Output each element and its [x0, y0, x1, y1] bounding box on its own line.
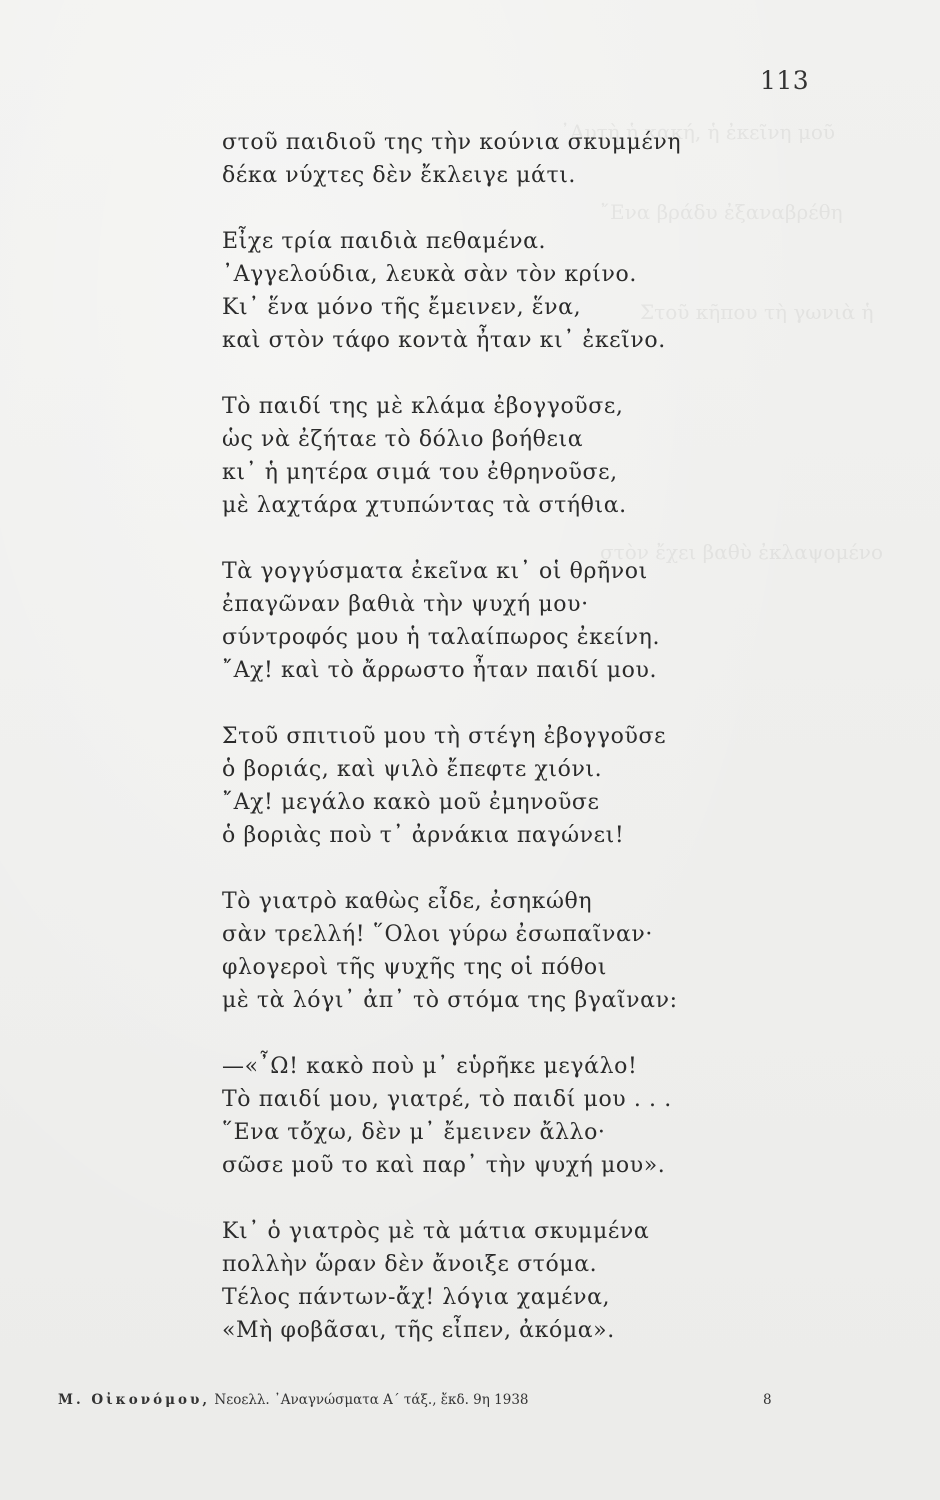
- poem-line: ῎Αχ! καὶ τὸ ἄρρωστο ἦταν παιδί μου.: [222, 658, 658, 683]
- poem-line: Εἶχε τρία παιδιὰ πεθαμένα.: [222, 229, 547, 254]
- footer-book-title: Νεοελλ. ᾿Αναγνώσματα Α´ τάξ., ἔκδ. 9η 1938: [214, 1392, 529, 1408]
- poem-line: ὡς νὰ ἐζήταε τὸ δόλιο βοήθεια: [222, 427, 584, 452]
- page-footer: [58, 1392, 778, 1408]
- poem-line: Κι᾿ ἕνα μόνο τῆς ἔμεινεν, ἕνα,: [222, 295, 582, 320]
- stanza: [222, 126, 742, 192]
- poem-line: «Μὴ φοβᾶσαι, τῆς εἶπεν, ἀκόμα».: [222, 1318, 615, 1343]
- poem-line: Τέλος πάντων-ἄχ! λόγια χαμένα,: [222, 1285, 611, 1310]
- footer-sheet-number: 8: [763, 1392, 772, 1408]
- show-through-text: ῎Ενα βράδυ ἐξαναβρέθη: [600, 200, 843, 224]
- stanza: [222, 885, 742, 1017]
- stanza: [222, 225, 742, 357]
- show-through-text: ᾿Αυτὴ ἡ κακή, ἡ ἐκεῖνη μοῦ: [560, 120, 836, 144]
- show-through-text: στὸν ἔχει βαθὺ ἐκλαψομένο: [600, 540, 884, 564]
- poem-line: Τὰ γογγύσματα ἐκεῖνα κι᾿ οἱ θρῆνοι: [222, 559, 648, 584]
- poem-line: φλογεροὶ τῆς ψυχῆς της οἱ πόθοι: [222, 955, 608, 980]
- poem-line: ῞Ενα τὄχω, δὲν μ᾿ ἔμεινεν ἄλλο·: [222, 1120, 606, 1145]
- poem-line: —«῏Ω! κακὸ ποὺ μ᾿ εὑρῆκε μεγάλο!: [222, 1054, 638, 1079]
- poem-line: μὲ τὰ λόγι᾿ ἀπ᾿ τὸ στόμα της βγαῖναν:: [222, 988, 678, 1013]
- poem-line: ὁ βοριάς, καὶ ψιλὸ ἔπεφτε χιόνι.: [222, 757, 603, 782]
- poem-line: μὲ λαχτάρα χτυπώντας τὰ στήθια.: [222, 493, 627, 518]
- stanza: [222, 1215, 742, 1347]
- poem-line: ὁ βοριὰς ποὺ τ᾿ ἀρνάκια παγώνει!: [222, 823, 625, 848]
- poem-line: Στοῦ σπιτιοῦ μου τὴ στέγη ἐβογγοῦσε: [222, 724, 667, 749]
- poem-line: πολλὴν ὥραν δὲν ἄνοιξε στόμα.: [222, 1252, 598, 1277]
- page-number: 113: [760, 66, 810, 95]
- poem-line: σῶσε μοῦ το καὶ παρ᾿ τὴν ψυχή μου».: [222, 1153, 666, 1178]
- poem-line: Τὸ παιδί μου, γιατρέ, τὸ παιδί μου . . .: [222, 1087, 672, 1112]
- stanza: [222, 720, 742, 852]
- poem-line: στοῦ παιδιοῦ της τὴν κούνια σκυμμένη: [222, 130, 682, 155]
- poem-line: καὶ στὸν τάφο κοντὰ ἦταν κι᾿ ἐκεῖνο.: [222, 328, 666, 353]
- poem-line: ᾿Αγγελούδια, λευκὰ σὰν τὸν κρίνο.: [222, 262, 637, 287]
- poem-line: ἐπαγῶναν βαθιὰ τὴν ψυχή μου·: [222, 592, 589, 617]
- poem: [222, 126, 742, 1380]
- poem-line: δέκα νύχτες δὲν ἔκλειγε μάτι.: [222, 163, 577, 188]
- poem-line: Τὸ παιδί της μὲ κλάμα ἐβογγοῦσε,: [222, 394, 624, 419]
- poem-line: σύντροφός μου ἡ ταλαίπωρος ἐκείνη.: [222, 625, 661, 650]
- poem-line: κι᾿ ἡ μητέρα σιμά του ἐθρηνοῦσε,: [222, 460, 618, 485]
- poem-line: ῎Αχ! μεγάλο κακὸ μοῦ ἐμηνοῦσε: [222, 790, 600, 815]
- poem-line: σὰν τρελλή! ῞Ολοι γύρω ἐσωπαῖναν·: [222, 922, 653, 947]
- footer-author: Μ. Οἰκονόμου,: [58, 1392, 211, 1408]
- stanza: [222, 390, 742, 522]
- show-through-text: Στοῦ κῆπου τὴ γωνιὰ ἡ: [640, 300, 874, 324]
- stanza: [222, 555, 742, 687]
- poem-line: Κι᾿ ὁ γιατρὸς μὲ τὰ μάτια σκυμμένα: [222, 1219, 650, 1244]
- stanza: [222, 1050, 742, 1182]
- poem-line: Τὸ γιατρὸ καθὼς εἶδε, ἐσηκώθη: [222, 889, 593, 914]
